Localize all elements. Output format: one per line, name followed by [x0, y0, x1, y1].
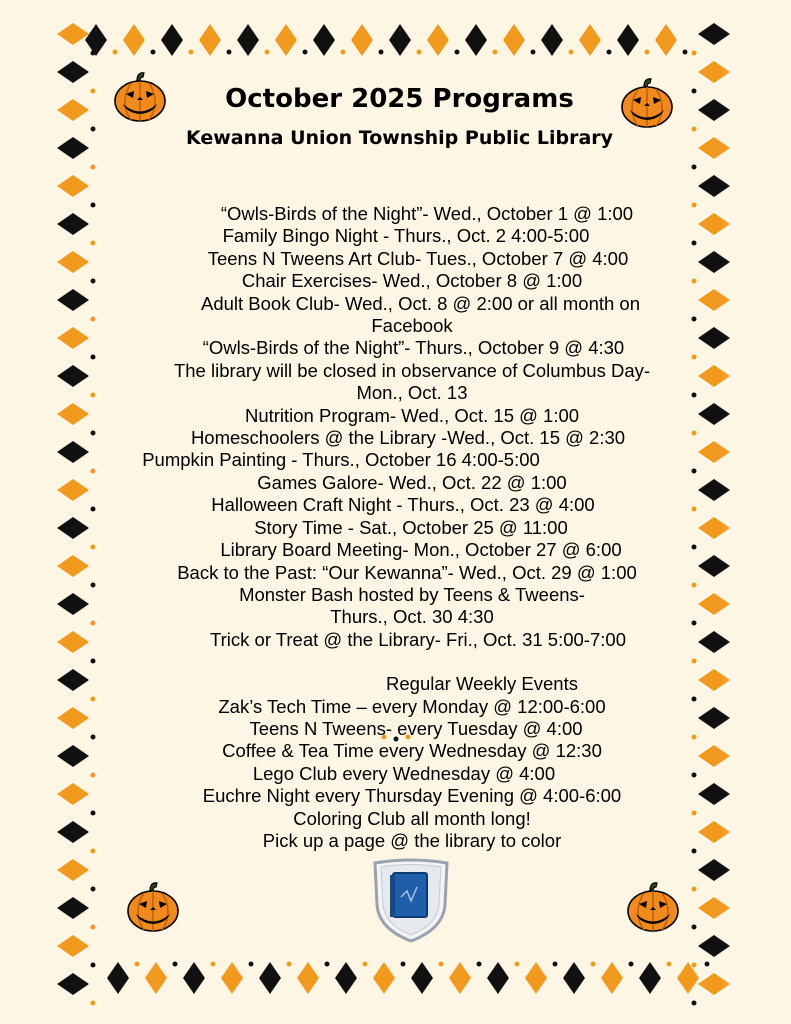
program-line: Facebook	[371, 315, 453, 337]
border-dot	[135, 962, 140, 967]
border-dot	[91, 735, 96, 740]
border-diamond	[698, 23, 730, 45]
border-diamond	[161, 24, 183, 56]
border-dot	[401, 962, 406, 967]
border-diamond	[601, 962, 623, 994]
border-dot	[303, 50, 308, 55]
border-diamond	[57, 631, 89, 653]
page-title: October 2025 Programs	[225, 84, 574, 114]
border-diamond	[259, 962, 281, 994]
weekly-item: Pick up a page @ the library to color	[262, 829, 562, 851]
border-dot	[91, 203, 96, 208]
pumpkin-icon	[126, 880, 180, 934]
program-line: “Owls-Birds of the Night”- Thurs., October 9 @ 4:30	[202, 337, 625, 359]
border-dot	[569, 50, 574, 55]
border-dot	[629, 962, 634, 967]
border-diamond	[465, 24, 487, 56]
border-diamond	[275, 24, 297, 56]
border-dot	[667, 962, 672, 967]
border-diamond	[57, 783, 89, 805]
program-list	[108, 203, 716, 852]
program-line: Chair Exercises- Wed., October 8 @ 1:00	[241, 270, 583, 292]
border-diamond	[639, 962, 661, 994]
program-line: Thurs., Oct. 30 4:30	[330, 606, 494, 628]
border-dot	[113, 50, 118, 55]
border-dot	[91, 393, 96, 398]
weekly-item: Coffee & Tea Time every Wednesday @ 12:30	[222, 740, 602, 762]
border-dot	[91, 51, 96, 56]
border-dot	[265, 50, 270, 55]
border-diamond	[617, 24, 639, 56]
program-line: The library will be closed in observance of Columbus Day-	[173, 359, 651, 381]
border-dot	[417, 50, 422, 55]
border-diamond	[57, 365, 89, 387]
weekly-item: Euchre Night every Thursday Evening @ 4:00-6:00	[202, 785, 622, 807]
border-diamond	[427, 24, 449, 56]
border-diamond	[199, 24, 221, 56]
border-dot	[455, 50, 460, 55]
border-diamond	[57, 821, 89, 843]
border-dot	[683, 50, 688, 55]
border-diamond	[107, 962, 129, 994]
program-line: Homeschoolers @ the Library -Wed., Oct. 15 @ 2:30	[190, 427, 626, 449]
border-diamond	[57, 745, 89, 767]
border-diamond	[57, 175, 89, 197]
border-dot	[692, 165, 697, 170]
border-diamond	[183, 962, 205, 994]
program-line: Back to the Past: “Our Kewanna”- Wed., Oct. 29 @ 1:00	[177, 561, 637, 583]
border-dot	[91, 697, 96, 702]
border-diamond	[57, 707, 89, 729]
border-dot	[91, 241, 96, 246]
border-dot	[189, 50, 194, 55]
border-diamond	[541, 24, 563, 56]
border-dot	[705, 962, 710, 967]
program-line: “Owls-Birds of the Night”- Wed., October 1 @ 1:00	[220, 203, 634, 224]
border-diamond	[57, 23, 89, 45]
weekly-item: Teens N Tweens- every Tuesday @ 4:00	[249, 717, 583, 739]
border-diamond	[411, 962, 433, 994]
border-dot	[692, 963, 697, 968]
border-dot	[363, 962, 368, 967]
border-dot	[692, 925, 697, 930]
border-diamond	[698, 61, 730, 83]
border-diamond	[57, 251, 89, 273]
weekly-heading: Regular Weekly Events	[386, 673, 578, 695]
border-dot	[379, 50, 384, 55]
border-diamond	[503, 24, 525, 56]
border-diamond	[237, 24, 259, 56]
pumpkin-icon	[113, 71, 167, 123]
border-diamond	[449, 962, 471, 994]
border-diamond	[297, 962, 319, 994]
border-diamond	[57, 897, 89, 919]
border-diamond	[698, 175, 730, 197]
program-line: Games Galore- Wed., Oct. 22 @ 1:00	[257, 471, 567, 493]
border-dot	[325, 962, 330, 967]
weekly-item: Coloring Club all month long!	[293, 807, 531, 829]
border-dot	[645, 50, 650, 55]
border-dot	[91, 811, 96, 816]
border-dot	[91, 849, 96, 854]
border-diamond	[698, 935, 730, 957]
program-line: Library Board Meeting- Mon., October 27 @ 6:00	[220, 539, 622, 561]
program-line: Story Time - Sat., October 25 @ 11:00	[254, 516, 568, 538]
border-diamond	[57, 669, 89, 691]
border-diamond	[655, 24, 677, 56]
border-dot	[91, 925, 96, 930]
border-dot	[173, 962, 178, 967]
border-dot	[91, 887, 96, 892]
border-diamond	[487, 962, 509, 994]
pumpkin-icon	[620, 76, 674, 130]
border-diamond	[123, 24, 145, 56]
border-diamond	[563, 962, 585, 994]
weekly-item: Lego Club every Wednesday @ 4:00	[252, 762, 556, 784]
border-dot	[692, 51, 697, 56]
border-diamond	[85, 24, 107, 56]
program-line: Family Bingo Night - Thurs., Oct. 2 4:00-5:00	[222, 225, 590, 247]
program-line: Pumpkin Painting - Thurs., October 16 4:00-5:00	[142, 449, 540, 471]
border-dot	[91, 583, 96, 588]
border-dot	[91, 165, 96, 170]
program-line: Monster Bash hosted by Teens & Tweens-	[239, 583, 585, 605]
border-dot	[249, 962, 254, 967]
border-dot	[91, 279, 96, 284]
border-diamond	[57, 859, 89, 881]
border-dot	[91, 659, 96, 664]
border-dot	[692, 887, 697, 892]
program-line: Nutrition Program- Wed., Oct. 15 @ 1:00	[244, 404, 580, 426]
program-line: Halloween Craft Night - Thurs., Oct. 23 @ 4:00	[211, 494, 595, 516]
border-dot	[341, 50, 346, 55]
border-dot	[151, 50, 156, 55]
border-diamond	[57, 593, 89, 615]
border-dot	[439, 962, 444, 967]
border-diamond	[335, 962, 357, 994]
border-diamond	[57, 289, 89, 311]
border-dot	[91, 355, 96, 360]
border-dot	[91, 963, 96, 968]
border-diamond	[313, 24, 335, 56]
program-line: Adult Book Club- Wed., Oct. 8 @ 2:00 or all month on	[200, 292, 640, 314]
border-dot	[91, 1001, 96, 1006]
border-dot	[531, 50, 536, 55]
border-diamond	[57, 327, 89, 349]
border-diamond	[57, 61, 89, 83]
border-dot	[91, 545, 96, 550]
border-diamond	[373, 962, 395, 994]
border-diamond	[57, 517, 89, 539]
border-dot	[477, 962, 482, 967]
border-diamond	[698, 973, 730, 995]
program-line: Mon., Oct. 13	[356, 382, 468, 404]
border-dot	[287, 962, 292, 967]
library-logo-icon	[369, 857, 453, 943]
border-dot	[515, 962, 520, 967]
weekly-item: Zak’s Tech Time – every Monday @ 12:00-6:00	[218, 695, 606, 717]
border-dot	[91, 621, 96, 626]
border-diamond	[579, 24, 601, 56]
library-name: Kewanna Union Township Public Library	[185, 127, 614, 149]
border-diamond	[57, 213, 89, 235]
program-line: Teens N Tweens Art Club- Tues., October 7 @ 4:00	[207, 247, 629, 269]
program-line: Trick or Treat @ the Library- Fri., Oct. 31 5:00-7:00	[210, 628, 626, 650]
border-diamond	[351, 24, 373, 56]
border-diamond	[145, 962, 167, 994]
border-diamond	[57, 555, 89, 577]
border-diamond	[57, 479, 89, 501]
border-dot	[607, 50, 612, 55]
border-dot	[211, 962, 216, 967]
border-diamond	[57, 403, 89, 425]
border-dot	[227, 50, 232, 55]
border-diamond	[698, 859, 730, 881]
border-dot	[493, 50, 498, 55]
border-dot	[591, 962, 596, 967]
border-dot	[553, 962, 558, 967]
border-dot	[692, 1001, 697, 1006]
border-diamond	[57, 973, 89, 995]
border-diamond	[525, 962, 547, 994]
border-diamond	[389, 24, 411, 56]
border-diamond	[57, 935, 89, 957]
border-dot	[91, 317, 96, 322]
pumpkin-icon	[626, 880, 680, 934]
border-diamond	[221, 962, 243, 994]
border-diamond	[698, 897, 730, 919]
border-dot	[91, 431, 96, 436]
